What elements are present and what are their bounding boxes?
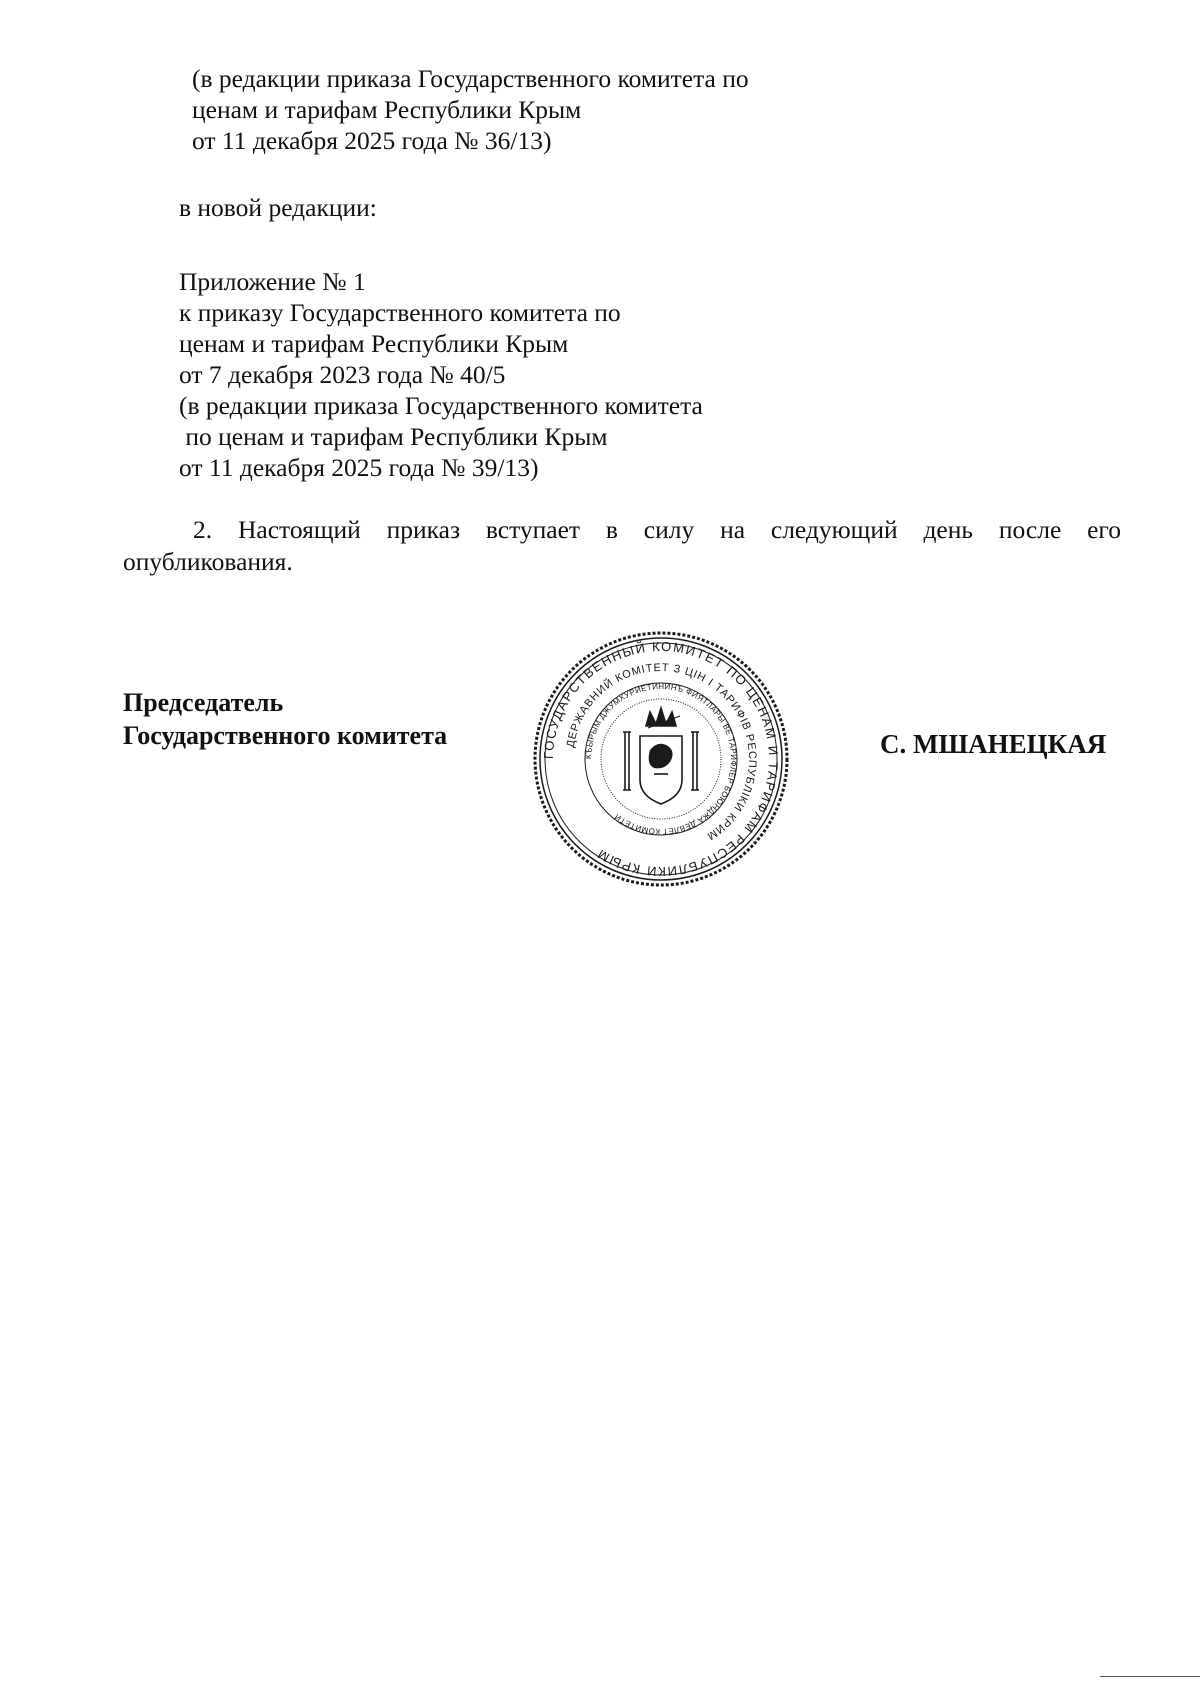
signature-title-line-2: Государственного комитета [123,721,448,750]
annex-line-1: Приложение № 1 [179,267,366,296]
annex-line-7: от 11 декабря 2025 года № 39/13) [179,453,539,482]
official-seal [530,628,792,890]
annex-line-5: (в редакции приказа Государственного комитета [179,391,703,420]
clause-2-second-line: опубликования. [123,547,293,576]
clause-2-first-line: 2. Настоящий приказ вступает в силу на следующий день после его [193,515,1121,544]
signatory-name: С. МШАНЕЦКАЯ [880,729,1107,759]
clause-2-paragraph [123,514,1121,578]
coat-of-arms-icon [623,708,699,804]
corner-divider [1100,1676,1200,1677]
new-edition-label: в новой редакции: [179,193,377,222]
signature-title [123,686,447,752]
annex-line-6: по ценам и тарифам Республики Крым [179,422,608,451]
previous-edition-line-1: (в редакции приказа Государственного комитета по [192,64,749,93]
previous-edition-line-3: от 11 декабря 2025 года № 36/13) [192,126,552,155]
seal-graphic [530,628,792,890]
seal-outer-text: ГОСУДАРСТВЕННЫЙ КОМИТЕТ ПО ЦЕНАМ И ТАРИФАМ РЕСПУБЛИКИ КРЫМ [540,638,782,880]
previous-edition-line-2: ценам и тарифам Республики Крым [192,95,582,124]
annex-line-3: ценам и тарифам Республики Крым [179,329,569,358]
seal-inner-text: КЪЫРЫМ ДЖУМХУРИЕТИНИНЪ ФИЯТЛАРЫ ВЕ ТАРИФЛЕР БОЮНДЖА ДЕВЛЕТ КОМИТЕТИ [583,681,739,837]
signature-title-line-1: Председатель [123,688,284,717]
annex-line-2: к приказу Государственного комитета по [179,298,621,327]
seal-middle-text: ДЕРЖАВНИЙ КОМІТЕТ З ЦІН І ТАРИФІВ РЕСПУБЛІКИ КРИМ [564,661,759,843]
annex-line-4: от 7 декабря 2023 года № 40/5 [179,360,506,389]
